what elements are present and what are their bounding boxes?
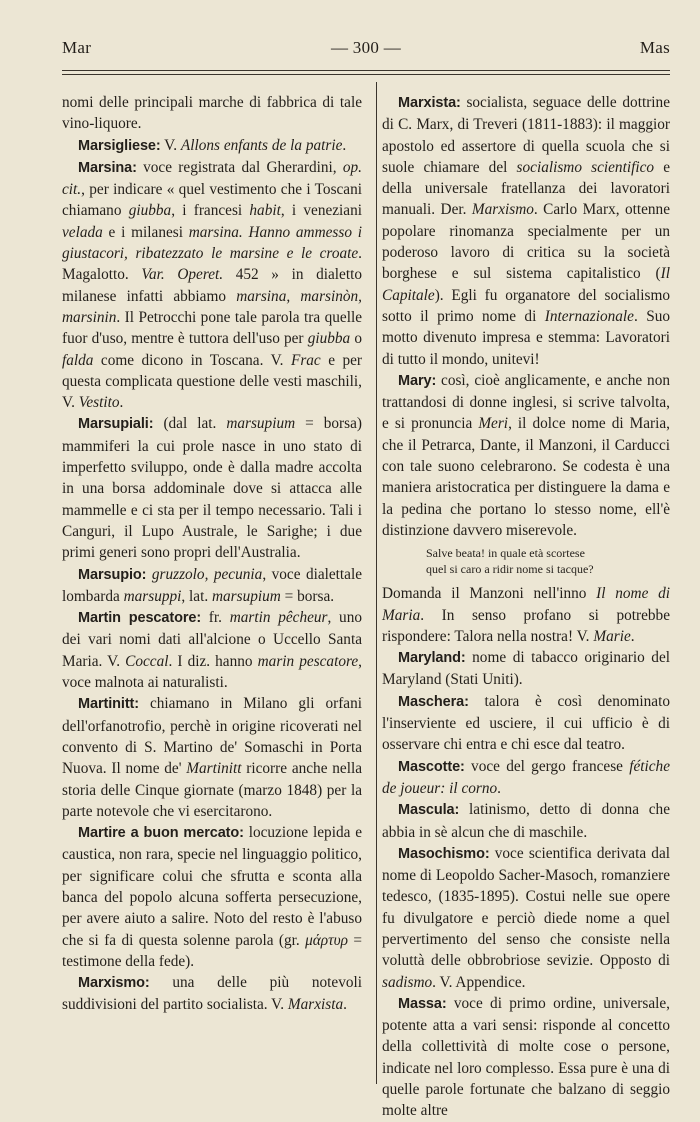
header-rule-bottom: [62, 74, 670, 75]
headword: Mascotte:: [398, 758, 465, 775]
entry-maschera: Maschera: talora è così denominato l'inserviente ed usciere, il cui ufficio è di osservare chi entra e chi esce dal teatro.: [382, 692, 670, 754]
entry-mary-continuation: Domanda il Manzoni nell'inno Il nome di Maria. In senso profano si potrebbe rispondere: Talora nella nostra! V. Marie.: [382, 585, 670, 645]
page-header: [62, 38, 670, 62]
entry-martinitt: Martinitt: chiamano in Milano gli orfani dell'orfanotrofio, perchè in origine ricoverati nel convento di S. Martino de' Somaschi in Porta Nuova. Il nome de' Martinitt ricorre anche nella storia delle Cinque giornate (marzo 1848) per la parte notevole che vi esercitarono.: [62, 695, 362, 820]
entry-marxismo: Marxismo: una delle più notevoli suddivisioni del partito socialista. V. Marxista.: [62, 974, 362, 1014]
headword: Maryland:: [398, 650, 466, 667]
entry-marsina: Marsina: voce registrata dal Gherardini, op. cit., per indicare « quel vestimento che i Toscani chiamano giubba, i francesi habit, i veneziani velada e i milanesi marsina. Hanno ammesso i giustacori, ribatezzato le marsine e le croate. Magalotto. Var. Operet. 452 » in dialetto milanese infatti abbiamo marsina, marsinòn, marsinin. Il Petrocchi pone tale parola tra quelle fuor d'uso, mentre è tuttora dell'uso per giubba o falda come dicono in Toscana. V. Frac e per questa complicata questione delle vesti maschili, V. Vestito.: [62, 158, 363, 412]
headword: Marsupiali:: [78, 416, 154, 433]
verse-line: quel si caro a ridir nome si tacque?: [426, 562, 594, 577]
headword: Marxista:: [398, 95, 461, 111]
header-left-guideword: Mar: [62, 38, 92, 57]
entry-martire-a-buon-mercato: Martire a buon mercato: locuzione lepida e caustica, non rara, specie nel linguaggio politico, per significare colui che sfrutta e sconta alla banca del popolo alcuna sofferta persecuzione, per avere aiuto a salire. Noto del resto è l'abuso che si fa di questa solenne parola (gr. μάρτυρ = testimone della fede).: [62, 824, 362, 970]
headword: Maschera:: [398, 693, 469, 710]
entry-massa: Massa: voce di primo ordine, universale, potente atta a vari sensi: risponde al concetto della collettività di molte cose o persone, indicate nel loro complesso. Essa pure è una di quelle parole fortunate che balzano di seggio molte altre: [382, 994, 670, 1120]
entry-marsupiali: Marsupiali: (dal lat. marsupium = borsa) mammiferi la cui prole nasce in uno stato di imperfetto sviluppo, onde è dalla madre accolta in una borsa addominale dove si attacca alle mammelle e ci sta per il tempo necessario. Tali i Canguri, il Lupo Australe, le Sarighe; i due primi generi sono propri dell'Australia.: [62, 415, 362, 562]
entry-masochismo: Masochismo: voce scientifica derivata dal nome di Leopoldo Sacher-Masoch, romanziere tedesco, (1835-1895). Costui nelle sue opere fu divulgatore e perciò diede nome a quel pervertimento del senso che consiste nella voluttà delle obbrobriose sevizie. Opposto di sadismo. V. Appendice.: [382, 844, 670, 991]
entry-continuation: nomi delle principali marche di fabbrica di tale vino-liquore.: [62, 94, 362, 133]
headword: Marsina:: [78, 159, 137, 176]
entry-marxista: Marxista: socialista, seguace delle dottrine di C. Marx, di Treveri (1811-1883): il maggior apostolo ed assertore di quella scuola che si suole chiamare del socialismo scientifico e della universale fratellanza dei lavoratori manuali. Der. Marxismo. Carlo Marx, ottenne popolare rinomanza specialmente per un poderoso lavoro di critica su la società borghese e sul sistema capitalistico (Il Capitale). Egli fu organatore del socialismo sotto il primo nome di Internazionale. Suo motto divenuto impresa e stemma: Lavoratori di tutto il mondo, unitevi!: [382, 94, 671, 368]
header-rule-top: [62, 70, 670, 71]
entry-marsupio: Marsupio: gruzzolo, pecunia, voce dialettale lombarda marsuppi, lat. marsupium = borsa.: [62, 565, 363, 605]
headword: Mary:: [398, 372, 437, 389]
headword: Marxismo:: [78, 975, 150, 992]
entry-mary: Mary: così, cioè anglicamente, e anche non trattandosi di donne inglesi, si scrive talvolta, e si pronuncia Meri, il dolce nome di Maria, che il Petrarca, Dante, il Manzoni, il Carducci con tale suono celebrarono. Se codesta è una maniera aristocratica per distinguere la dama e la pedina che portano lo stesso nome, ell'è distinzione davvero miserevole.: [382, 371, 670, 539]
entry-mascula: Mascula: latinismo, detto di donna che abbia in sè alcun che di maschile.: [382, 801, 670, 841]
headword: Marsigliese:: [78, 137, 161, 154]
page-number: — 300 —: [330, 38, 402, 57]
headword: Martire a buon mercato:: [78, 825, 244, 842]
headword: Martin pescatore:: [78, 610, 202, 627]
entry-mascotte: Mascotte: voce del gergo francese fétiche de joueur: il corno.: [382, 757, 670, 797]
verse-quotation: [382, 545, 670, 577]
headword: Mascula:: [398, 802, 460, 819]
header-right-guideword: Mas: [639, 38, 670, 57]
right-column: [382, 92, 670, 1122]
column-divider: [376, 82, 377, 1084]
headword: Marsupio:: [78, 566, 147, 583]
entry-marsigliese: Marsigliese: V. Allons enfants de la patrie.: [78, 136, 347, 154]
left-column: [62, 92, 362, 1016]
entry-maryland: Maryland: nome di tabacco originario del Maryland (Stati Uniti).: [382, 649, 670, 689]
verse-line: Salve beata! in quale età scortese: [426, 546, 585, 561]
headword: Massa:: [398, 995, 447, 1012]
headword: Masochismo:: [398, 845, 490, 862]
headword: Martinitt:: [78, 696, 140, 713]
entry-martin-pescatore: Martin pescatore: fr. martin pêcheur, uno dei vari nomi dati all'alcione o Uccello Santa Maria. V. Coccal. I diz. hanno marin pescatore, voce malnota ai naturalisti.: [62, 609, 362, 692]
